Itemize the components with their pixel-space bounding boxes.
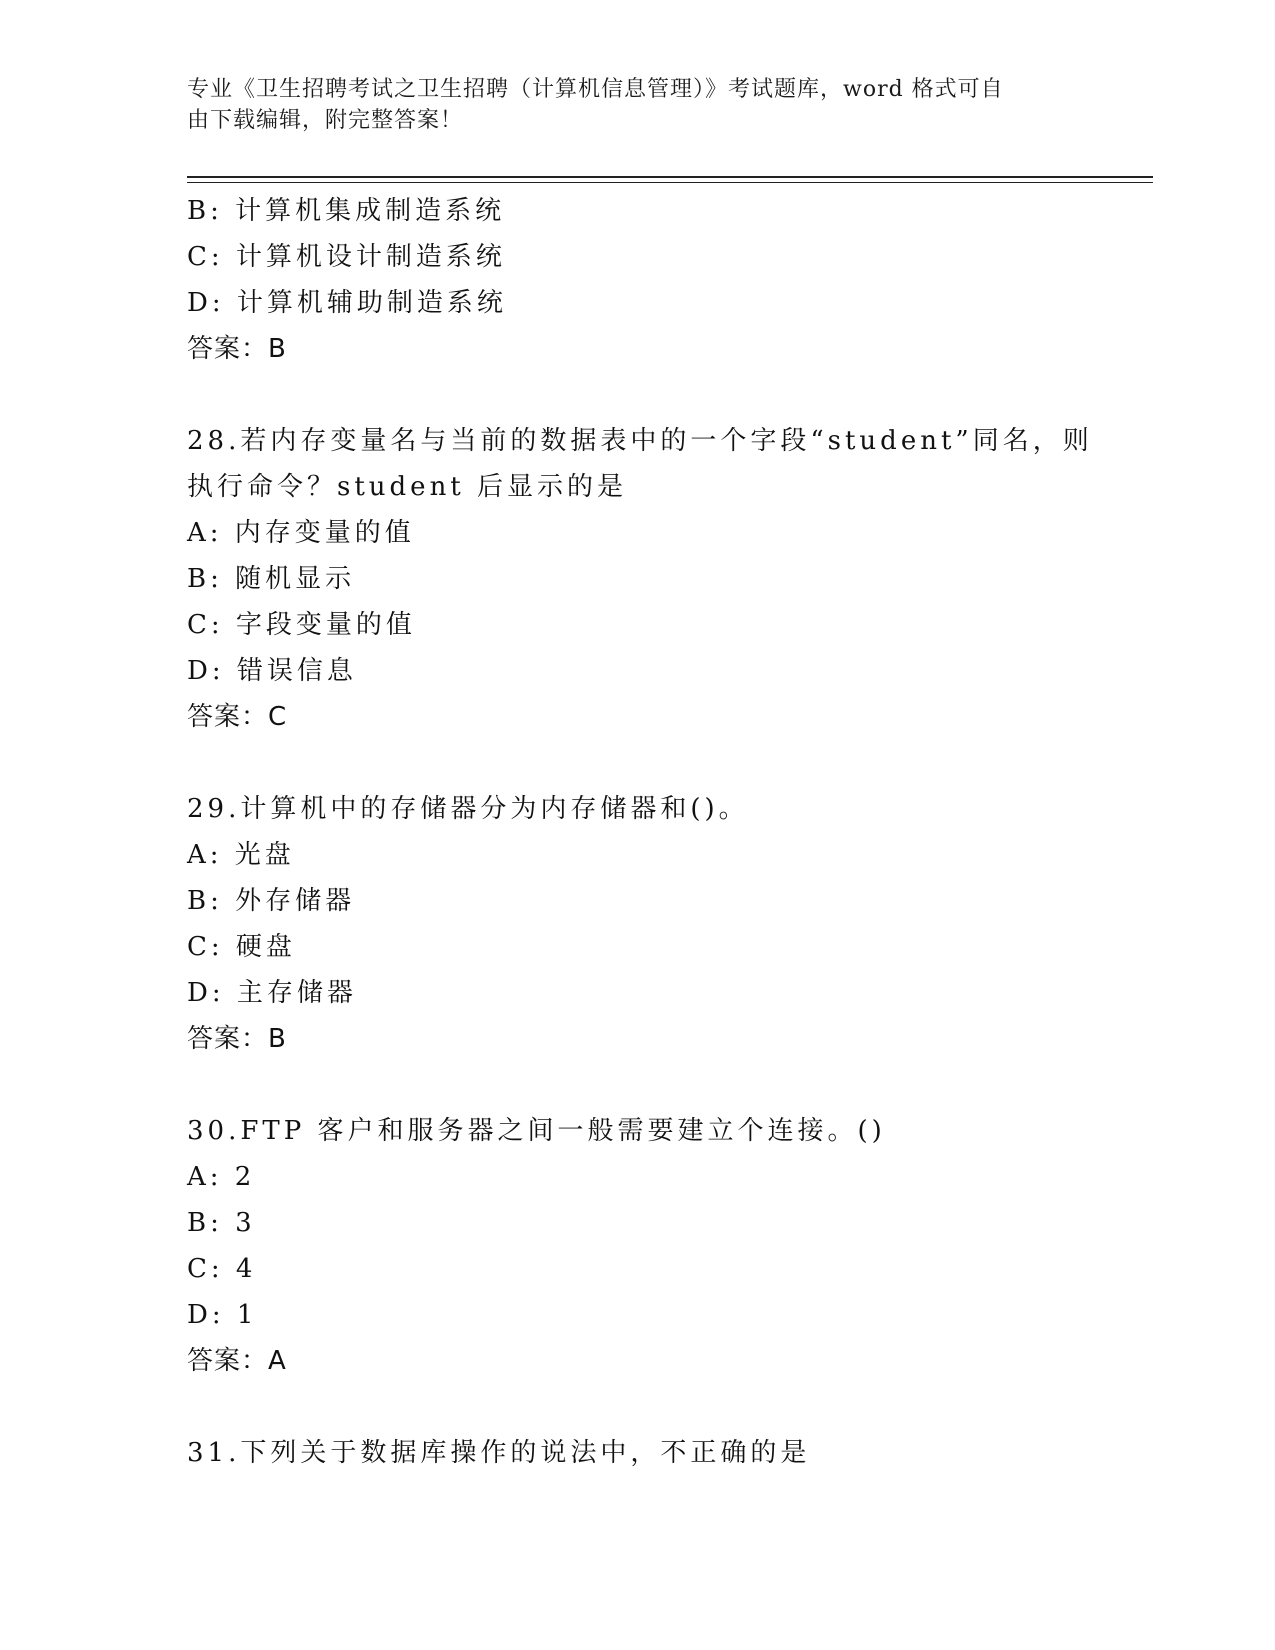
answer: 答案：A [187, 1346, 287, 1376]
option-c: C: 字段变量的值 [187, 610, 416, 640]
question-30 [187, 1108, 1087, 1384]
question-27-continued [187, 188, 1087, 372]
answer: 答案：C [187, 702, 288, 732]
option-d: D: 错误信息 [187, 656, 357, 686]
question-stem-continued: 执行命令？student 后显示的是 [187, 472, 628, 502]
question-31 [187, 1430, 1087, 1476]
option-d: D: 主存储器 [187, 978, 357, 1008]
option-a: A: 2 [187, 1162, 256, 1192]
question-29 [187, 786, 1087, 1062]
option-b: B: 随机显示 [187, 564, 356, 594]
header-divider-thick [187, 176, 1153, 178]
question-stem: 28.若内存变量名与当前的数据表中的一个字段“student”同名，则 [187, 426, 1093, 456]
question-stem: 29.计算机中的存储器分为内存储器和()。 [187, 794, 749, 824]
option-d: D: 1 [187, 1300, 258, 1330]
option-a: A: 光盘 [187, 840, 295, 870]
question-stem: 30.FTP 客户和服务器之间一般需要建立个连接。() [187, 1116, 886, 1146]
question-list [187, 188, 1093, 1476]
option-c: C: 4 [187, 1254, 257, 1284]
question-stem: 31.下列关于数据库操作的说法中，不正确的是 [187, 1438, 811, 1468]
option-b: B: 外存储器 [187, 886, 356, 916]
answer: 答案：B [187, 1024, 287, 1054]
header-divider-thin [187, 182, 1153, 183]
header-line-1: 专业《卫生招聘考试之卫生招聘（计算机信息管理）》考试题库，word 格式可自 [187, 77, 1004, 102]
option-c: C: 计算机设计制造系统 [187, 242, 506, 272]
page-header [187, 74, 1087, 136]
header-line-2: 由下载编辑，附完整答案！ [187, 108, 464, 133]
option-d: D: 计算机辅助制造系统 [187, 288, 507, 318]
option-c: C: 硬盘 [187, 932, 296, 962]
option-b: B: 计算机集成制造系统 [187, 196, 506, 226]
option-b: B: 3 [187, 1208, 256, 1238]
question-28 [187, 418, 1093, 740]
option-a: A: 内存变量的值 [187, 518, 415, 548]
answer: 答案：B [187, 334, 287, 364]
